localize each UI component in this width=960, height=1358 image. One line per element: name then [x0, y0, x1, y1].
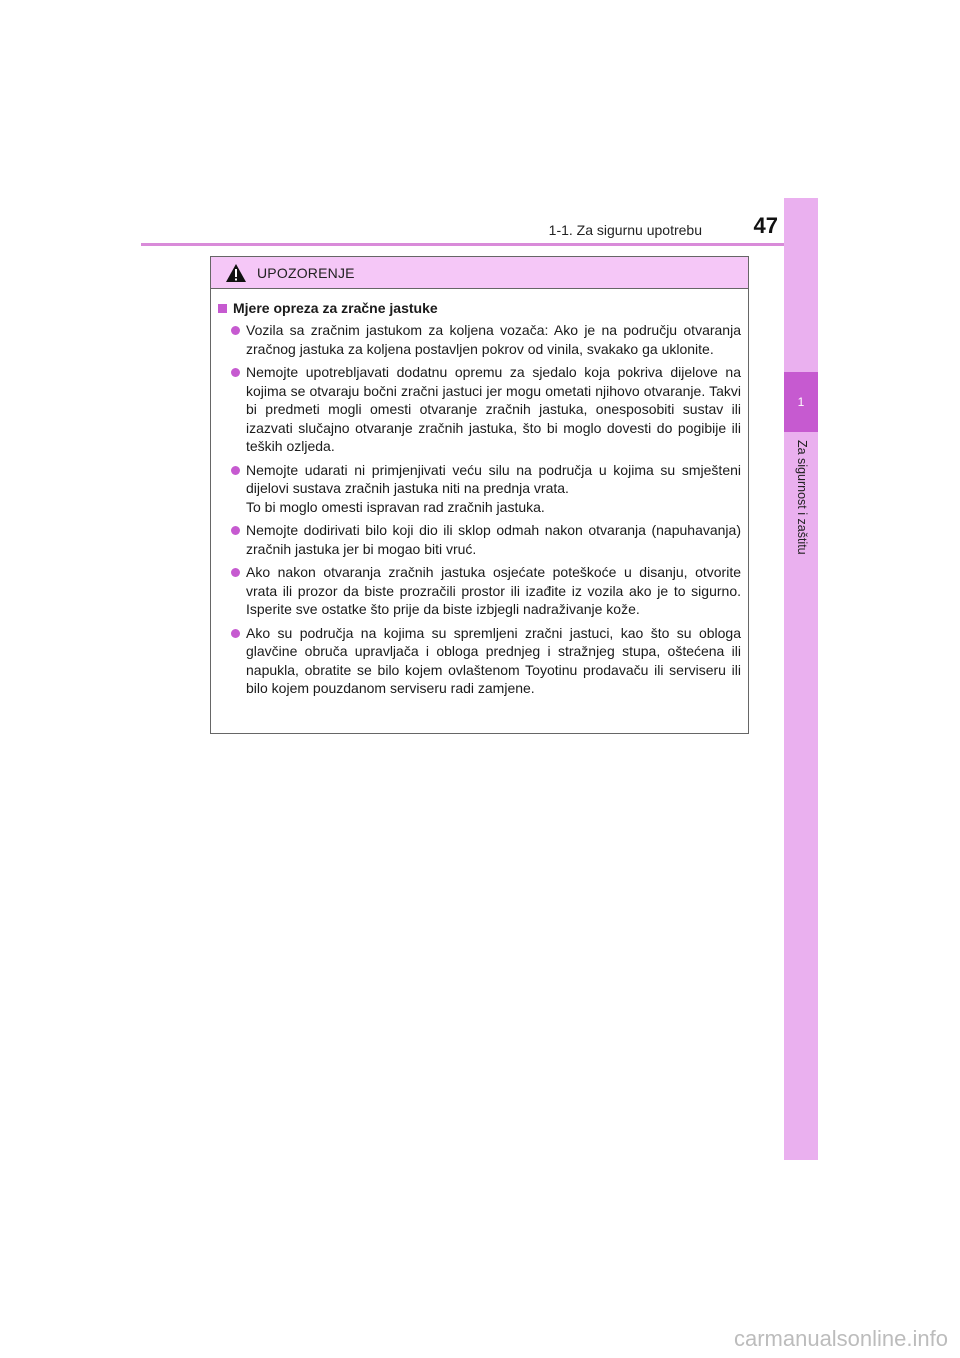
list-item-text-part: Nemojte udarati ni primjenjivati veću silu na područja u kojima su smješteni dijelovi sustava zračnih jastuka niti na prednja vrata. [246, 461, 741, 496]
warning-box [210, 256, 749, 734]
header-rule [141, 243, 818, 246]
warning-heading [218, 300, 741, 316]
circle-bullet-icon [231, 326, 240, 335]
chapter-title: Za sigurnost i zaštitu [795, 440, 809, 555]
circle-bullet-icon [231, 368, 240, 377]
circle-bullet-icon [231, 466, 240, 475]
list-item [218, 521, 741, 558]
warning-header [211, 257, 748, 289]
list-item [218, 363, 741, 456]
list-item-text [246, 461, 741, 517]
side-tab [784, 198, 818, 1160]
circle-bullet-icon [231, 629, 240, 638]
chapter-number: 1 [784, 372, 818, 432]
list-item-text: Ako su područja na kojima su spremljeni zračni jastuci, kao što su obloga glavčine obruča upravljača i obloga prednjeg i stražnjeg stupa, oštećena ili napukla, obratite se bilo kojem ovlaštenom Toyotinu prodavaču ili serviseru ili bilo kojem pouzdanom serviseru radi zamjene. [246, 624, 741, 696]
list-item [218, 624, 741, 698]
page-number: 47 [753, 213, 778, 238]
section-title: 1-1. Za sigurnu upotrebu [548, 222, 702, 238]
list-item [218, 563, 741, 619]
list-item-text: Nemojte dodirivati bilo koji dio ili sklop odmah nakon otvaranja (napuhavanja) zračnih jastuka jer bi mogao biti vruć. [246, 522, 741, 557]
list-item [218, 461, 741, 517]
warning-heading-text: Mjere opreza za zračne jastuke [233, 300, 438, 316]
list-item-text-part: To bi moglo omesti ispravan rad zračnih jastuka. [246, 498, 545, 515]
circle-bullet-icon [231, 526, 240, 535]
square-bullet-icon [218, 304, 227, 313]
list-item [218, 321, 741, 358]
warning-label: UPOZORENJE [257, 264, 355, 281]
warning-triangle-icon [225, 263, 247, 283]
list-item-text: Nemojte upotrebljavati dodatnu opremu za sjedalo koja pokriva dijelove na kojima se otvaraju bočni zračni jastuci jer mogu ometati njihovo otvaranje. Takvi bi predmeti mogli omesti otvaranje zračnih jastuka, onesposobiti sustav ili izazvati slučajno otvaranje zračnih jastuka, što bi moglo dovesti do pogibije ili teških ozljeda. [246, 364, 741, 454]
list-item-text: Ako nakon otvaranja zračnih jastuka osjećate poteškoće u disanju, otvorite vrata ili prozor da biste prozračili prostor ili izađite iz vozila ako je to sigurno. Isperite sve ostatke što prije da biste izbjegli nadraživanje kože. [246, 564, 741, 617]
warning-body [211, 289, 748, 698]
list-item-text: Vozila sa zračnim jastukom za koljena vozača: Ako je na području otvaranja zračnog jastuka za koljena postavljen pokrov od vinila, svakako ga uklonite. [246, 322, 741, 357]
watermark: carmanualsonline.info [733, 1326, 948, 1351]
circle-bullet-icon [231, 568, 240, 577]
